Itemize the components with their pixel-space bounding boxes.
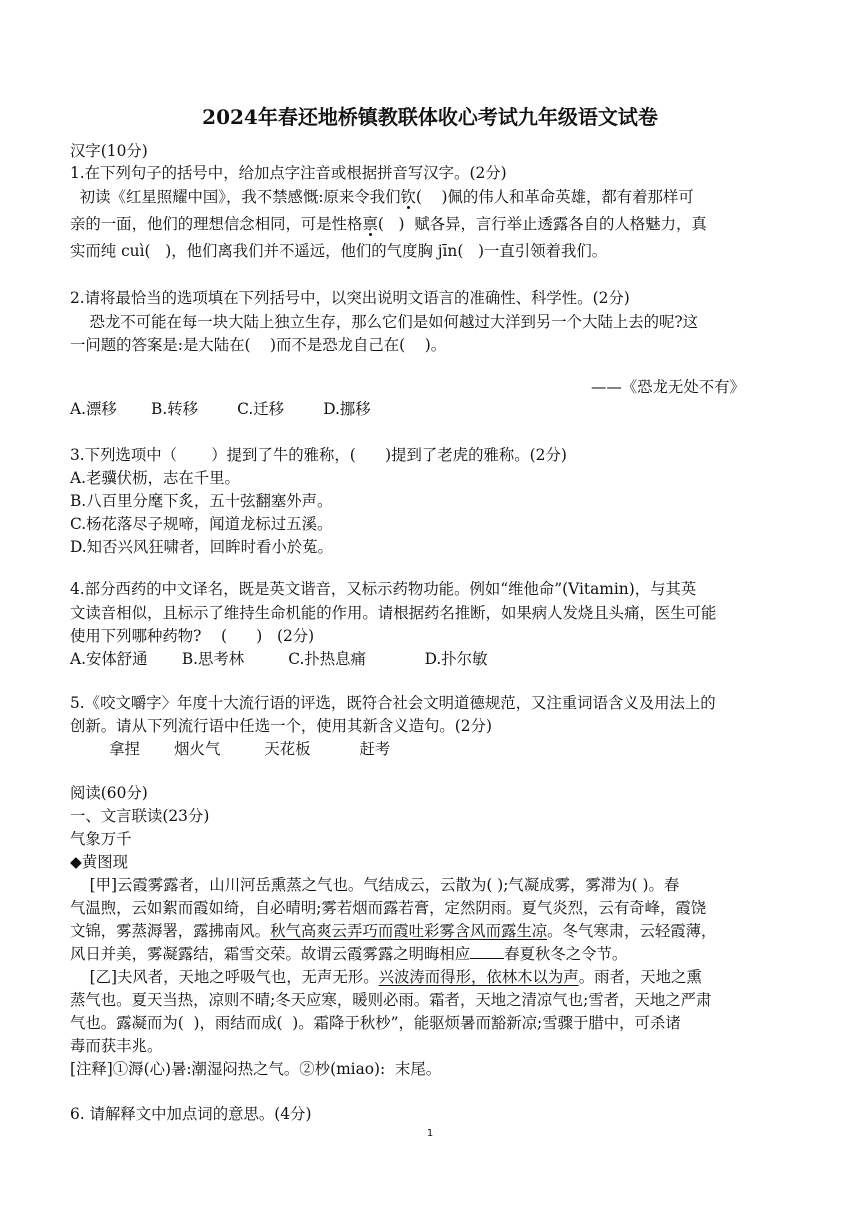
q5-words: 拿捏 烟火气 天花板 赶考	[70, 740, 391, 758]
exam-title: 2024年春还地桥镇教联体收心考试九年级语文试卷	[202, 105, 658, 129]
passage-jia-line3: 文锦，雾蒸溽署，露拂南风。秋气高爽云弄巧而霞吐彩雾含风而露生凉。冬气寒肃，云轻霞薄，	[70, 922, 717, 940]
q3-option-d: D.知否兴风狂啸者，回眸时看小於菟。	[70, 538, 333, 556]
q1-line2: 亲的一面，他们的理想信念相同，可是性格禀( ) 赋各异，言行举止透露各自的人格魅力，真	[70, 215, 707, 233]
q1-line1: 初读《红星照耀中国》，我不禁感慨:原来令我们钦( )佩的伟人和革命英雄，都有着那样可	[70, 188, 694, 206]
underlined-sentence: 兴波涛而得形，依林木以为声	[378, 968, 579, 986]
passage-jia-line4: 风日并美，雾凝露结，霜雪交荣。故谓云霞雾露之明晦相应 春夏秋冬之令节。	[70, 945, 628, 963]
q6-stem: 6. 请解释文中加点词的意思。(4分)	[70, 1105, 312, 1123]
q3-option-a: A.老骥伏枥，志在千里。	[70, 469, 240, 487]
section-reading: 阅读(60分)	[70, 784, 148, 802]
q3-option-b: B.八百里分麾下炙，五十弦翻塞外声。	[70, 492, 333, 510]
q5-line1: 5.《咬文嚼字〉年度十大流行语的评选，既符合社会文明道德规范，又注重词语含义及用法上的	[70, 694, 716, 712]
annotation-note: [注释]①溽(心)暑:潮湿闷热之气。②杪(miao): 末尾。	[70, 1060, 442, 1078]
q3-stem: 3.下列选项中（ ）提到了牛的雅称，( )提到了老虎的雅称。(2分)	[70, 446, 567, 464]
q1-line3: 实而纯 cuì( )，他们离我们并不遥远，他们的气度胸 jīn( )一直引领着我们。	[70, 242, 608, 260]
q2-source: ——《恐龙无处不有》	[591, 378, 745, 396]
dotted-char: 禀	[362, 215, 378, 233]
q5-line2: 创新。请从下列流行语中任选一个，使用其新含义造句。(2分)	[70, 717, 492, 735]
dotted-char: 钦	[400, 188, 416, 206]
passage-yi-line2: 蒸气也。夏天当热，凉则不晴;冬天应寒，暖则必雨。霜者，天地之清凉气也;雪者，天地之严肃	[70, 991, 712, 1009]
passage-jia-line1: [甲]云霞雾露者，山川河岳熏蒸之气也。气结成云，云散为( );气凝成雾，雾滞为( )。春	[70, 876, 680, 894]
subsection-classical: 一、文言联读(23分)	[70, 807, 210, 825]
passage-yi-line1: [乙]夫风者，天地之呼吸气也，无声无形。兴波涛而得形，依林木以为声。雨者，天地之熏	[70, 968, 702, 986]
text-author: ◆黄图现	[70, 853, 129, 871]
text-title: 气象万千	[70, 830, 132, 848]
q2-line2: 一问题的答案是:是大陆在( )而不是恐龙自己在( )。	[70, 336, 447, 354]
q3-option-c: C.杨花落尽子规啼，闻道龙标过五溪。	[70, 515, 333, 533]
q4-line3: 使用下列哪种药物? ( ) (2分)	[70, 627, 315, 645]
passage-yi-line3: 气也。露凝而为( )，雨结而成( )。霜降于秋杪”，能驱烦暑而豁新凉;雪骤于腊中，可杀诸	[70, 1014, 681, 1032]
passage-jia-line2: 气温煦，云如絮而霞如绮，自必晴明;雾若烟而露若膏，定然阴雨。夏气炎烈，云有奇峰，霞饶	[70, 899, 707, 917]
q4-line2: 文读音相似，且标示了维持生命机能的作用。请根据药名推断，如果病人发烧且头痛，医生可能	[70, 604, 717, 622]
passage-yi-line4: 毒而获丰兆。	[70, 1037, 163, 1055]
q2-line1: 恐龙不可能在每一块大陆上独立生存，那么它们是如何越过大洋到另一个大陆上去的呢?这	[70, 313, 699, 331]
section-hanzi: 汉字(10分)	[70, 142, 148, 160]
q4-line1: 4.部分西药的中文译名，既是英文谐音，又标示药物功能。例如“维他命”(Vitamin)，与其英	[70, 580, 697, 598]
q2-options: A.漂移 B.转移 C.迁移 D.挪移	[70, 400, 371, 418]
q4-options: A.安体舒通 B.思考林 C.扑热息痛 D.扑尔敏	[70, 650, 488, 668]
page-number: 1	[426, 1128, 434, 1139]
q2-stem: 2.请将最恰当的选项填在下列括号中，以突出说明文语言的准确性、科学性。(2分)	[70, 289, 630, 307]
underlined-sentence: 秋气高爽云弄巧而霞吐彩雾含风而露生凉	[270, 922, 548, 940]
fill-blank	[470, 944, 504, 959]
q1-stem: 1.在下列句子的括号中，给加点字注音或根据拼音写汉字。(2分)	[70, 164, 507, 182]
